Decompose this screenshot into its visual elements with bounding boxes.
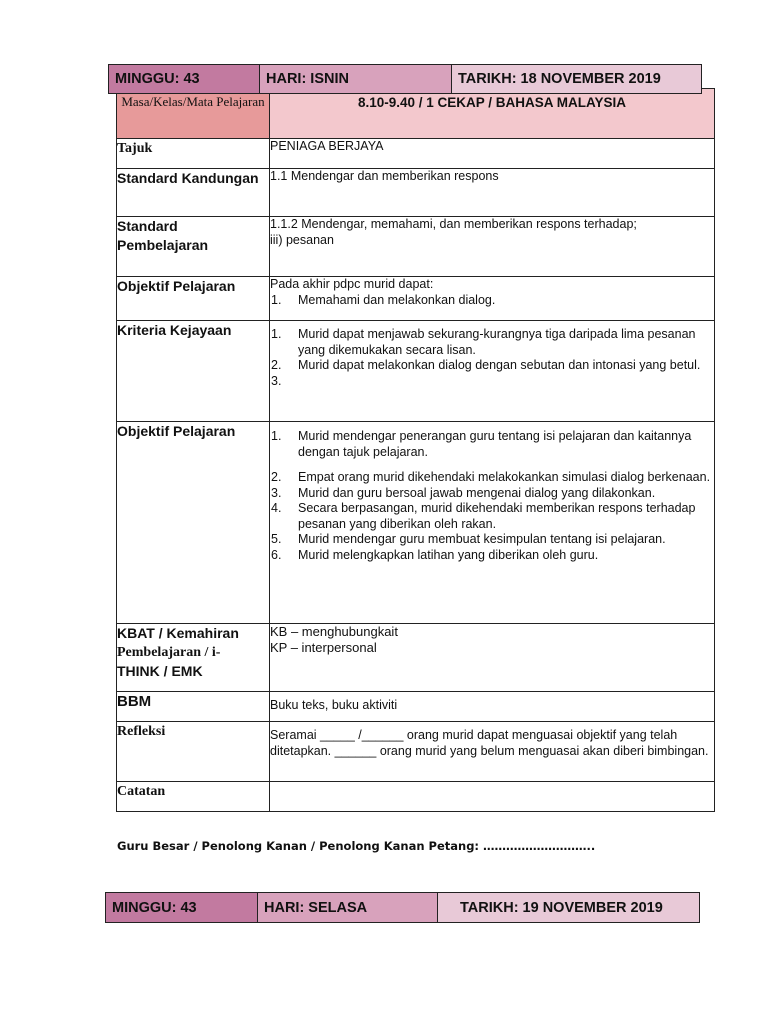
catatan-value bbox=[270, 782, 715, 812]
kbat-label-line-2: Pembelajaran / i- bbox=[117, 645, 221, 660]
kbat-value-line-2: KP – interpersonal bbox=[270, 640, 377, 655]
tarikh-cell: TARIKH: 18 NOVEMBER 2019 bbox=[452, 65, 701, 93]
approval-line: Guru Besar / Penolong Kanan / Penolong Kanan Petang: ……………………….. bbox=[117, 839, 596, 853]
kriteria-list: 1. Murid dapat menjawab sekurang-kurangnya tiga daripada lima pesanan yang dikemukakan secara lisan. 2. Murid dapat melakonkan dialog dengan sebutan dan intonasi yang betul. 3. bbox=[270, 327, 714, 374]
standard-kandungan-label: Standard Kandungan bbox=[117, 169, 270, 217]
kbat-value bbox=[270, 624, 715, 692]
list-item: 3. Murid dan guru bersoal jawab mengenai dialog yang dilakonkan. bbox=[271, 485, 656, 500]
masa-value: 8.10-9.40 / 1 CEKAP / BAHASA MALAYSIA bbox=[270, 89, 715, 139]
standard-pembelajaran-line-2: iii) pesanan bbox=[270, 232, 334, 247]
kriteria-value bbox=[270, 321, 715, 422]
refleksi-value: Seramai _____ /______ orang murid dapat menguasai objektif yang telah ditetapkan. ______ orang murid yang belum menguasai akan diberi bimbingan. bbox=[270, 722, 715, 782]
kbat-label bbox=[117, 624, 270, 692]
aktiviti-value bbox=[270, 422, 715, 624]
objektif-value bbox=[270, 277, 715, 321]
refleksi-label: Refleksi bbox=[117, 722, 270, 782]
hari-cell: HARI: ISNIN bbox=[260, 65, 452, 93]
hari-cell: HARI: SELASA bbox=[258, 893, 438, 922]
aktiviti-label: Objektif Pelajaran bbox=[117, 422, 270, 624]
bbm-value: Buku teks, buku aktiviti bbox=[270, 692, 715, 722]
objektif-intro: Pada akhir pdpc murid dapat: bbox=[270, 277, 434, 291]
kbat-value-line-1: KB – menghubungkait bbox=[270, 624, 398, 639]
tajuk-value: PENIAGA BERJAYA bbox=[270, 139, 715, 169]
standard-kandungan-value: 1.1 Mendengar dan memberikan respons bbox=[270, 169, 715, 217]
list-item: 6. Murid melengkapkan latihan yang diberikan oleh guru. bbox=[271, 547, 599, 562]
tarikh-cell: TARIKH: 19 NOVEMBER 2019 bbox=[438, 893, 699, 922]
objektif-list bbox=[270, 293, 714, 309]
week-header-top bbox=[108, 64, 702, 94]
aktiviti-list bbox=[270, 429, 714, 563]
tajuk-label: Tajuk bbox=[117, 139, 270, 169]
masa-label: Masa/Kelas/Mata Pelajaran bbox=[117, 89, 270, 139]
kriteria-label: Kriteria Kejayaan bbox=[117, 321, 270, 422]
week-header-bottom bbox=[105, 892, 700, 923]
list-item: 1. Murid mendengar penerangan guru tentang isi pelajaran dan kaitannya dengan tajuk pelajaran. bbox=[271, 429, 692, 459]
catatan-label: Catatan bbox=[117, 782, 270, 812]
list-item: 4. Secara berpasangan, murid dikehendaki memberikan respons terhadap pesanan yang diberikan oleh rakan. bbox=[271, 501, 696, 531]
bbm-label: BBM bbox=[117, 692, 270, 722]
list-item: 1. Memahami dan melakonkan dialog. bbox=[271, 292, 496, 307]
list-item: 2. Empat orang murid dikehendaki melakokankan simulasi dialog berkenaan. bbox=[271, 470, 711, 484]
minggu-cell: MINGGU: 43 bbox=[109, 65, 260, 93]
kbat-label-line-3: THINK / EMK bbox=[117, 663, 203, 679]
standard-pembelajaran-line-1: 1.1.2 Mendengar, memahami, dan memberikan respons terhadap; bbox=[270, 217, 637, 231]
standard-pembelajaran-value bbox=[270, 217, 715, 277]
minggu-cell: MINGGU: 43 bbox=[106, 893, 258, 922]
standard-pembelajaran-label: Standard Pembelajaran bbox=[117, 217, 270, 277]
list-item: 2. Murid dapat melakonkan dialog dengan sebutan dan intonasi yang betul. bbox=[271, 358, 701, 372]
kbat-label-line-1: KBAT / Kemahiran bbox=[117, 625, 239, 641]
lesson-plan-table bbox=[116, 88, 715, 812]
objektif-label: Objektif Pelajaran bbox=[117, 277, 270, 321]
list-item: 1. Murid dapat menjawab sekurang-kurangnya tiga daripada lima pesanan yang dikemukakan secara lisan. bbox=[271, 327, 696, 357]
list-item: 5. Murid mendengar guru membuat kesimpulan tentang isi pelajaran. bbox=[271, 532, 666, 546]
